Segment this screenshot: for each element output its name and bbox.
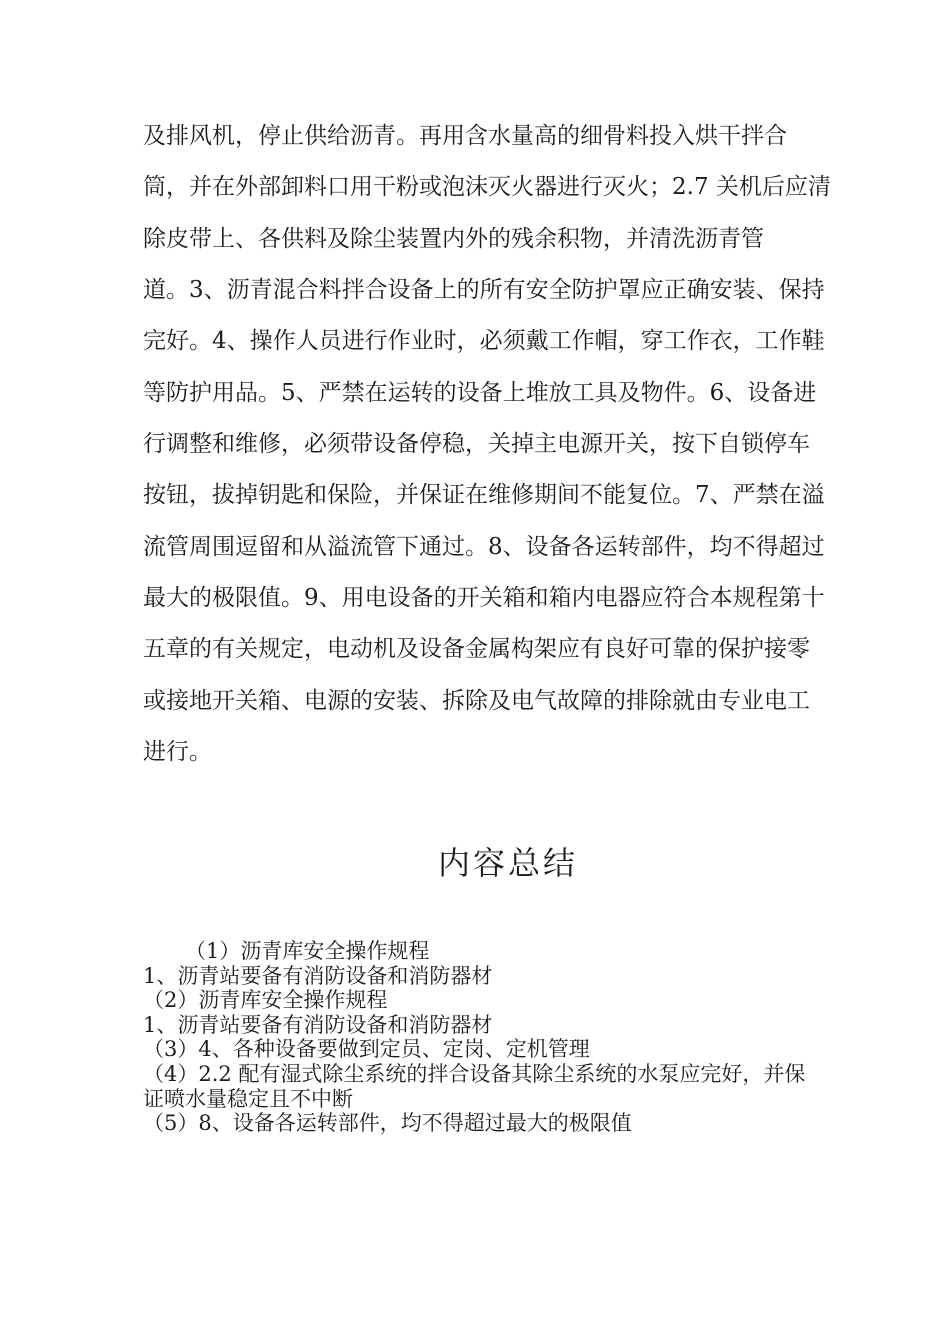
body-line: 进行。 (143, 739, 212, 766)
summary-line: （4）2.2 配有湿式除尘系统的拌合设备其除尘系统的水泵应完好，并保 (143, 1061, 806, 1086)
summary-line: 1、沥青站要备有消防设备和消防器材 (143, 1012, 493, 1037)
summary-line: （2）沥青库安全操作规程 (143, 988, 388, 1013)
body-line: 五章的有关规定，电动机及设备金属构架应有良好可靠的保护接零 (143, 636, 810, 663)
body-line: 等防护用品。5、严禁在运转的设备上堆放工具及物件。6、设备进 (143, 379, 817, 406)
summary-line: （3）4、各种设备要做到定员、定岗、定机管理 (143, 1037, 590, 1062)
body-line: 及排风机，停止供给沥青。再用含水量高的细骨料投入烘干拌合 (143, 123, 787, 149)
body-line: 道。3、沥青混合料拌合设备上的所有安全防护罩应正确安装、保持 (143, 277, 825, 304)
body-line: 筒，并在外部卸料口用干粉或泡沫灭火器进行灭火；2.7 关机后应清 (143, 174, 831, 201)
summary-section (143, 939, 853, 1136)
body-paragraph (143, 111, 873, 778)
body-line: 完好。4、操作人员进行作业时，必须戴工作帽，穿工作衣，工作鞋 (143, 328, 825, 355)
body-line: 最大的极限值。9、用电设备的开关箱和箱内电器应符合本规程第十 (143, 585, 825, 612)
summary-line: 证喷水量稳定且不中断 (143, 1086, 353, 1111)
body-line: 按钮，拔掉钥匙和保险，并保证在维修期间不能复位。7、严禁在溢 (143, 482, 825, 509)
summary-line: 1、沥青站要备有消防设备和消防器材 (143, 963, 493, 988)
summary-line: （1）沥青库安全操作规程 (185, 939, 430, 963)
body-line: 除皮带上、各供料及除尘装置内外的残余积物，并清洗沥青管 (143, 225, 764, 252)
body-line: 流管周围逗留和从溢流管下通过。8、设备各运转部件，均不得超过 (143, 533, 825, 560)
content-summary-heading: 内容总结 (437, 844, 578, 882)
body-line: 行调整和维修，必须带设备停稳，关掉主电源开关，按下自锁停车 (143, 431, 810, 458)
summary-line: （5）8、设备各运转部件，均不得超过最大的极限值 (143, 1111, 632, 1136)
body-line: 或接地开关箱、电源的安装、拆除及电气故障的排除就由专业电工 (143, 687, 810, 714)
